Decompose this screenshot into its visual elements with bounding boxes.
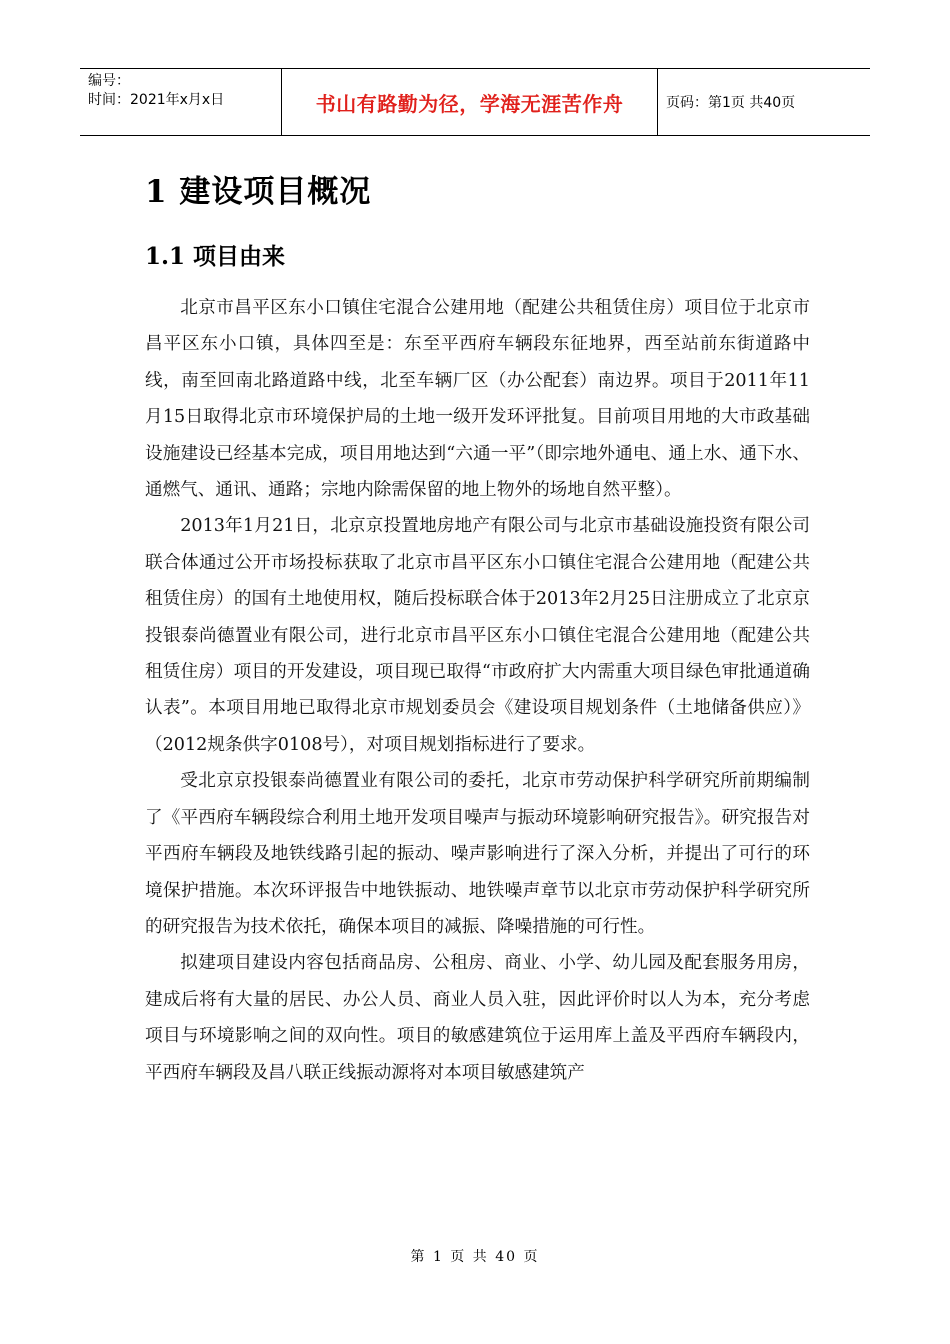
paragraph: 拟建项目建设内容包括商品房、公租房、商业、小学、幼儿园及配套服务用房，建成后将有大量的居民、办公人员、商业人员入驻，因此评价时以人为本，充分考虑项目与环境影响之间的双向性。项目的敏感建筑位于运用库上盖及平西府车辆段内，平西府车辆段及昌八联正线振动源将对本项目敏感建筑产 <box>145 953 810 1083</box>
header-page-info: 页码：第1页 共40页 <box>666 95 796 111</box>
body-text <box>145 290 810 1091</box>
paragraph: 2013年1月21日，北京京投置地房地产有限公司与北京市基础设施投资有限公司联合体通过公开市场投标获取了北京市昌平区东小口镇住宅混合公建用地（配建公共租赁住房）的国有土地使用权，随后投标联合体于2013年2月25日注册成立了北京京投银泰尚德置业有限公司，进行北京市昌平区东小口镇住宅混合公建用地（配建公共租赁住房）项目的开发建设，项目现已取得“市政府扩大内需重大项目绿色审批通道确认表”。本项目用地已取得北京市规划委员会《建设项目规划条件（土地储备供应）》（2012规条供字0108号），对项目规划指标进行了要求。 <box>145 516 810 755</box>
paragraph: 受北京京投银泰尚德置业有限公司的委托，北京市劳动保护科学研究所前期编制了《平西府车辆段综合利用土地开发项目噪声与振动环境影响研究报告》。研究报告对平西府车辆段及地铁线路引起的振动、噪声影响进行了深入分析，并提出了可行的环境保护措施。本次环评报告中地铁振动、地铁噪声章节以北京市劳动保护科学研究所的研究报告为技术依托，确保本项目的减振、降噪措施的可行性。 <box>145 771 810 937</box>
page-footer: 第 1 页 共 40 页 <box>410 1249 540 1265</box>
page-header <box>80 68 870 136</box>
chapter-heading: 1 建设项目概况 <box>145 174 372 210</box>
header-motto: 书山有路勤为径，学海无涯苦作舟 <box>282 69 658 135</box>
header-meta <box>80 69 282 135</box>
paragraph: 北京市昌平区东小口镇住宅混合公建用地（配建公共租赁住房）项目位于北京市昌平区东小口镇，具体四至是：东至平西府车辆段东征地界，西至站前东街道路中线，南至回南北路道路中线，北至车辆厂区（办公配套）南边界。项目于2011年11月15日取得北京市环境保护局的土地一级开发环评批复。目前项目用地的大市政基础设施建设已经基本完成，项目用地达到“六通一平”（即宗地外通电、通上水、通下水、通燃气、通讯、通路；宗地内除需保留的地上物外的场地自然平整）。 <box>145 298 810 501</box>
document-date: 时间：2021年x月x日 <box>88 92 225 108</box>
document-number-label: 编号： <box>88 73 130 89</box>
section-heading: 1.1 项目由来 <box>145 243 286 270</box>
